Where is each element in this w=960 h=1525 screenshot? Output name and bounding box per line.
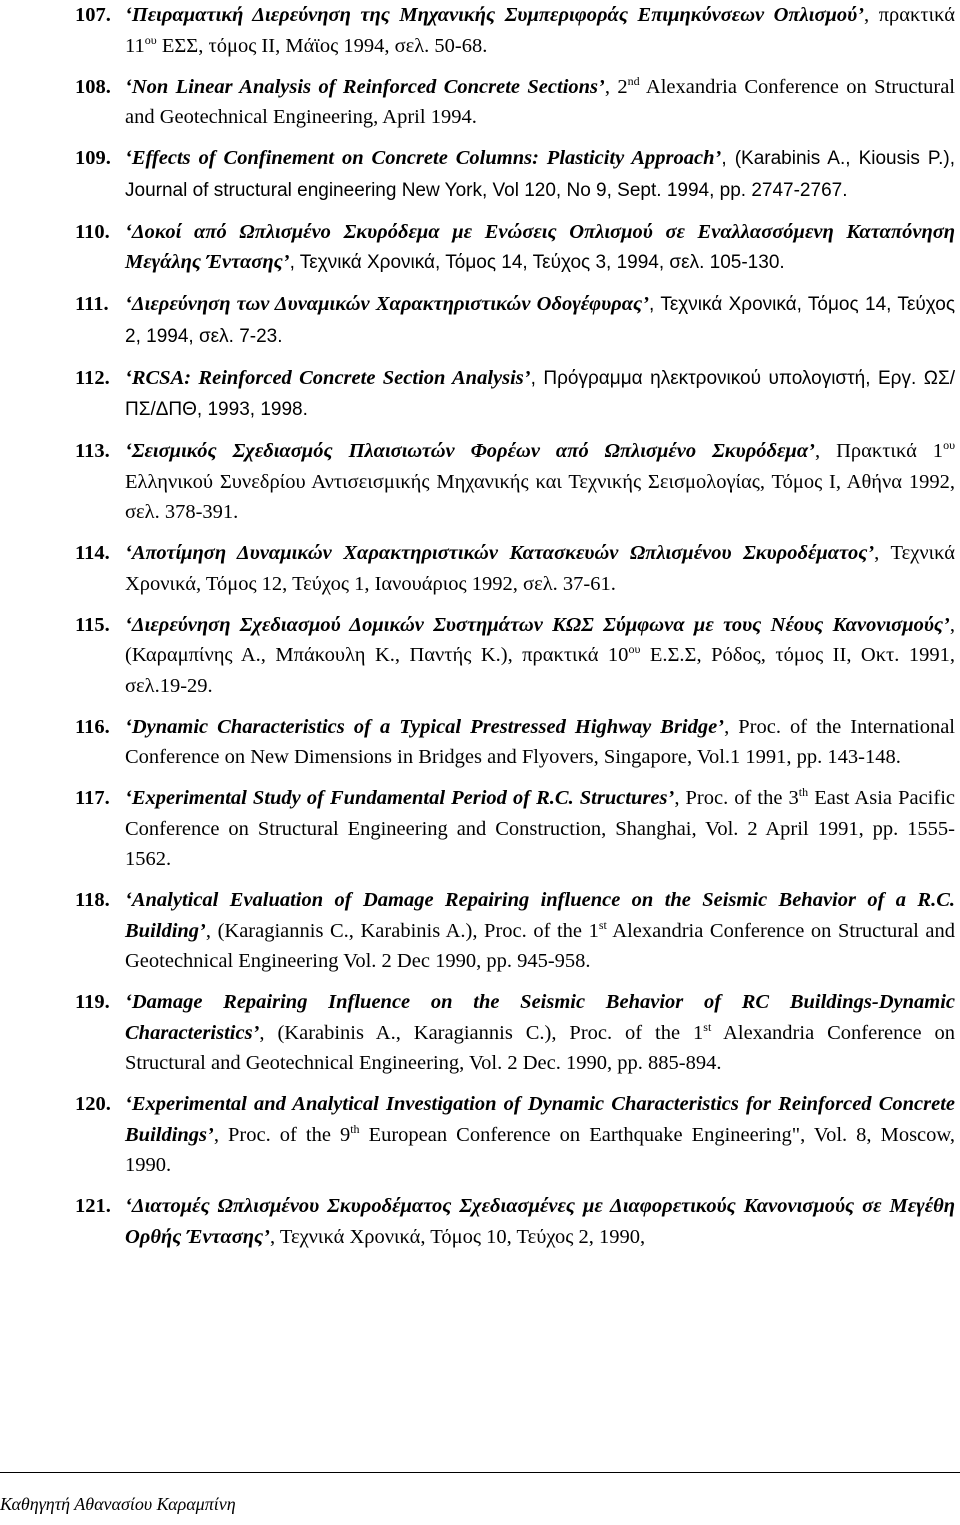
reference-superscript: ου	[144, 32, 157, 47]
reference-number: 118.	[75, 889, 110, 911]
reference-number: 119.	[75, 991, 110, 1013]
reference-item	[75, 1089, 955, 1181]
reference-number: 120.	[75, 1093, 111, 1115]
reference-number: 108.	[75, 75, 111, 98]
reference-title: ‘Effects of Confinement on Concrete Columns: Plasticity Approach’	[125, 147, 722, 169]
reference-details: , Proc. of the 9	[213, 1123, 351, 1146]
reference-number: 114.	[75, 542, 110, 564]
reference-title: ‘Σεισμικός Σχεδιασμός Πλαισιωτών Φορέων από Ωπλισμένο Σκυρόδεμα’	[125, 440, 815, 462]
reference-details: , (Karabinis A., Karagiannis C.), Proc. of the 1	[259, 1021, 704, 1044]
reference-superscript: ου	[628, 642, 641, 656]
reference-details-cont: Alexandria Conference on Structural and Geotechnical Engineering, April 1994.	[125, 75, 956, 128]
reference-number: 121.	[75, 1195, 111, 1217]
reference-details-cont: ΕΣΣ, τόμος ΙΙ, Μάϊος 1994, σελ. 50-68.	[156, 34, 488, 57]
reference-superscript: th	[350, 1121, 360, 1136]
reference-item	[75, 1191, 955, 1252]
reference-details: , Proc. of the 3	[674, 787, 799, 809]
reference-item	[75, 363, 955, 426]
reference-details: , Τεχνικά Χρονικά, Τόμος 14, Τεύχος 3, 1994, σελ. 105-130.	[289, 252, 785, 273]
reference-details-cont: Alexandria Conference on Structural and Geotechnical Engineering Vol. 2 Dec 1990, pp. 945-958.	[125, 919, 955, 972]
reference-superscript: st	[703, 1019, 712, 1034]
reference-details: , Πρακτικά 1	[815, 440, 944, 462]
reference-superscript: nd	[627, 73, 640, 88]
reference-title: ‘Non Linear Analysis of Reinforced Concrete Sections’	[125, 75, 605, 98]
reference-title: ‘Experimental Study of Fundamental Period of R.C. Structures’	[125, 787, 675, 809]
reference-superscript: ου	[943, 438, 956, 452]
reference-details: , πρακτικά 11	[125, 4, 955, 57]
reference-title: ‘Damage Repairing Influence on the Seismic Behavior of RC Buildings-Dynamic Characteristics’	[125, 991, 955, 1044]
reference-title: ‘Διερεύνηση των Δυναμικών Χαρακτηριστικών Οδογέφυρας’	[125, 293, 650, 315]
reference-title: ‘Πειραματική Διερεύνηση της Μηχανικής Συμπεριφοράς Επιμηκύνσεων Οπλισμού’	[125, 4, 865, 26]
footer-author: Καθηγητή Αθανασίου Καραμπίνη	[0, 1494, 236, 1514]
reference-number: 113.	[75, 440, 110, 462]
reference-number: 117.	[75, 787, 110, 809]
reference-title: ‘Analytical Evaluation of Damage Repairing influence on the Seismic Behavior of a R.C. Building’	[125, 889, 955, 942]
reference-title: ‘Dynamic Characteristics of a Typical Prestressed Highway Bridge’	[125, 715, 725, 738]
reference-number: 107.	[75, 4, 111, 26]
reference-item	[75, 72, 955, 133]
reference-number: 111.	[75, 293, 109, 315]
reference-item	[75, 217, 955, 279]
reference-details: , Proc. of the International Conference on New Dimensions in Bridges and Flyovers, Singapore, Vol.1 1991, pp. 143-148.	[125, 715, 955, 768]
reference-details: , Τεχνικά Χρονικά, Τόμος 14, Τεύχος 2, 1994, σελ. 7-23.	[125, 294, 955, 347]
reference-details-cont: European Conference on Earthquake Engineering", Vol. 8, Moscow, 1990.	[125, 1123, 955, 1176]
reference-item	[75, 783, 955, 875]
reference-title: ‘Experimental and Analytical Investigation of Dynamic Characteristics for Reinforced Concrete Buildings’	[125, 1093, 955, 1146]
reference-title: ‘Διερεύνηση Σχεδιασμού Δομικών Συστημάτων ΚΩΣ Σύμφωνα με τους Νέους Κανονισμούς’	[125, 613, 950, 636]
reference-title: ‘Αποτίμηση Δυναμικών Χαρακτηριστικών Κατασκευών Ωπλισμένου Σκυροδέματος’	[125, 542, 875, 564]
reference-details: , 2	[604, 75, 628, 98]
reference-details: , Τεχνικά Χρονικά, Τόμος 10, Τεύχος 2, 1990,	[269, 1225, 646, 1248]
footer-divider	[0, 1472, 960, 1473]
reference-superscript: th	[798, 785, 809, 799]
reference-item	[75, 885, 955, 977]
reference-details: , (Karagiannis C., Karabinis A.), Proc. of the 1	[205, 919, 599, 942]
reference-item	[75, 143, 955, 206]
reference-title: ‘Δοκοί από Ωπλισμένο Σκυρόδεμα με Ενώσεις Οπλισμού σε Εναλλασσόμενη Καταπόνηση Μεγάλης Έντασης’	[125, 220, 955, 273]
reference-number: 116.	[75, 715, 110, 738]
reference-title: ‘Διατομές Ωπλισμένου Σκυροδέματος Σχεδιασμένες με Διαφορετικούς Κανονισμούς σε Μεγέθη Ορθής Έντασης’	[125, 1195, 955, 1248]
reference-title: ‘RCSA: Reinforced Concrete Section Analysis’	[125, 366, 531, 389]
reference-details: , (Karabinis A., Kiousis P.), Journal of structural engineering New York, Vol 120, No 9, Sept. 1994, pp. 2747-2767.	[125, 148, 955, 201]
reference-details-cont: Ε.Σ.Σ, Ρόδος, τόμος ΙΙ, Οκτ. 1991, σελ.19-29.	[125, 644, 956, 697]
reference-number: 110.	[75, 220, 110, 243]
reference-details-cont: Ελληνικού Συνεδρίου Αντισεισμικής Μηχανικής και Τεχνικής Σεισμολογίας, Τόμος Ι, Αθήνα 1992, σελ. 378-391.	[125, 470, 955, 523]
reference-item	[75, 610, 955, 702]
reference-item	[75, 538, 955, 599]
reference-superscript: st	[598, 917, 607, 932]
reference-details-cont: East Asia Pacific Conference on Structural Engineering and Construction, Shanghai, Vol. 2 April 1991, pp. 1555-1562.	[125, 787, 955, 870]
reference-number: 115.	[75, 613, 110, 636]
reference-details: , Πρόγραμμα ηλεκτρονικού υπολογιστή, Εργ. ΩΣ/ΠΣ/ΔΠΘ, 1993, 1998.	[125, 367, 955, 420]
reference-list	[75, 0, 955, 1263]
reference-item	[75, 0, 955, 61]
reference-details-cont: Alexandria Conference on Structural and Geotechnical Engineering, Vol. 2 Dec. 1990, pp. 885-894.	[125, 1021, 955, 1074]
reference-details: , Τεχνικά Χρονικά, Τόμος 12, Τεύχος 1, Ιανουάριος 1992, σελ. 37-61.	[125, 542, 956, 595]
reference-item	[75, 289, 955, 352]
reference-item	[75, 436, 955, 528]
reference-item	[75, 987, 955, 1079]
reference-number: 109.	[75, 147, 111, 169]
reference-details: , (Καραμπίνης Α., Μπάκουλη Κ., Παντής Κ.), πρακτικά 10	[125, 613, 955, 666]
reference-item	[75, 712, 955, 773]
reference-number: 112.	[75, 366, 110, 389]
